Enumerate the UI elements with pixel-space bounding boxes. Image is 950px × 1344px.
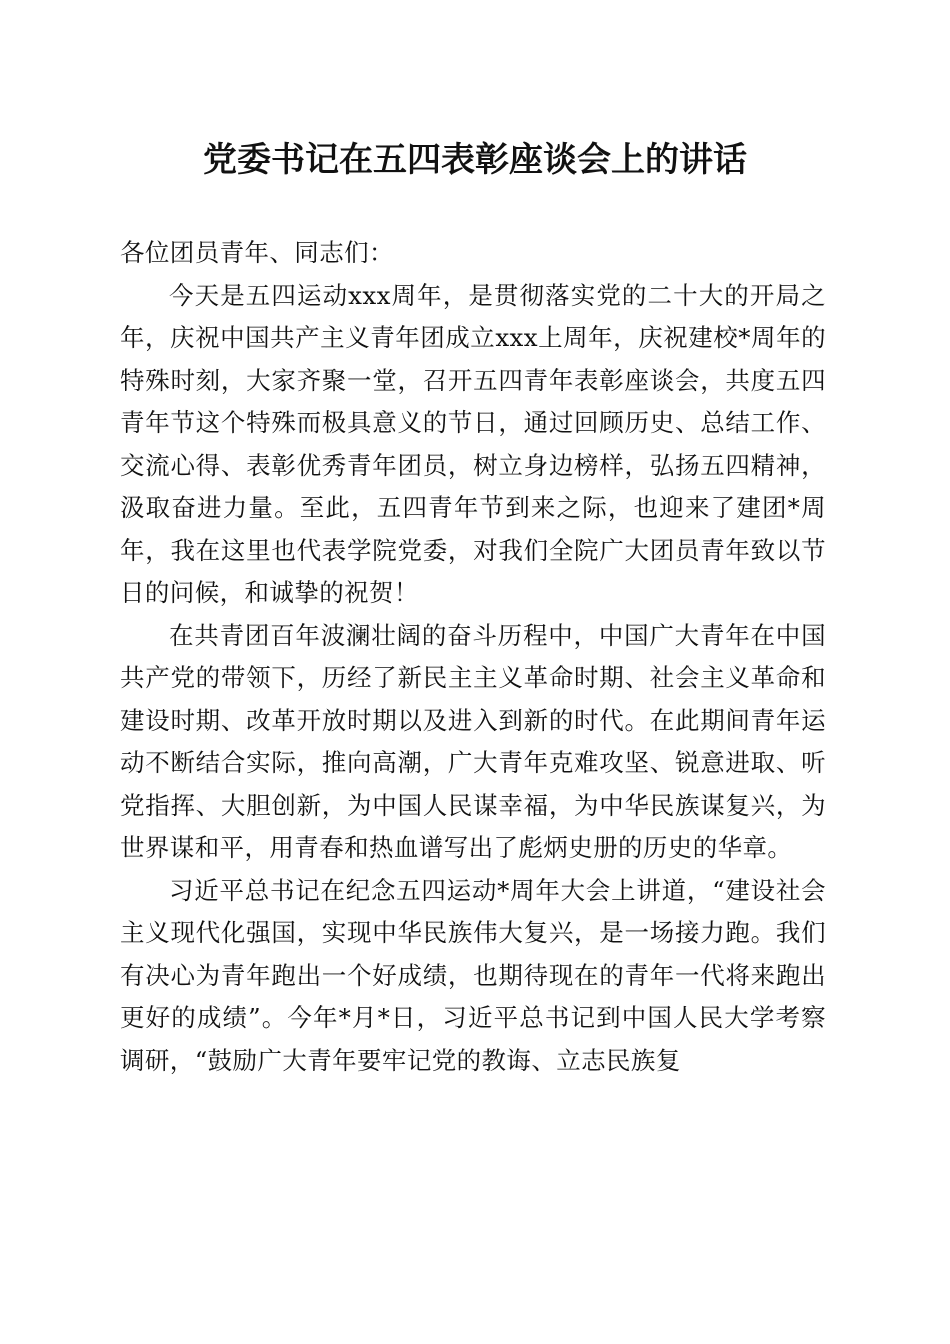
document-title: 党委书记在五四表彰座谈会上的讲话 bbox=[203, 140, 747, 180]
paragraph-3: 习近平总书记在纪念五四运动*周年大会上讲道，“建设社会主义现代化强国，实现中华民族伟大复兴，是一场接力跑。我们有决心为青年跑出一个好成绩，也期待现在的青年一代将来跑出更好的成绩”。今年*月*日，习近平总书记到中国人民大学考察调研，“鼓励广大青年要牢记党的教诲、立志民族复 bbox=[120, 875, 826, 1075]
salutation: 各位团员青年、同志们： bbox=[120, 238, 394, 267]
paragraph-1: 今天是五四运动xxx周年，是贯彻落实党的二十大的开局之年，庆祝中国共产主义青年团成立xxx上周年，庆祝建校*周年的特殊时刻，大家齐聚一堂，召开五四青年表彰座谈会，共度五四青年节这个特殊而极具意义的节日，通过回顾历史、总结工作、交流心得、表彰优秀青年团员，树立身边榜样，弘扬五四精神，汲取奋进力量。至此，五四青年节到来之际，也迎来了建团*周年，我在这里也代表学院党委，对我们全院广大团员青年致以节日的问候，和诚挚的祝贺！ bbox=[120, 280, 826, 607]
document-body bbox=[120, 232, 826, 1082]
paragraph-2: 在共青团百年波澜壮阔的奋斗历程中，中国广大青年在中国共产党的带领下，历经了新民主主义革命时期、社会主义革命和建设时期、改革开放时期以及进入到新的时代。在此期间青年运动不断结合实际，推向高潮，广大青年克难攻坚、锐意进取、听党指挥、大胆创新，为中国人民谋幸福，为中华民族谋复兴，为世界谋和平，用青春和热血谱写出了彪炳史册的历史的华章。 bbox=[120, 620, 826, 862]
